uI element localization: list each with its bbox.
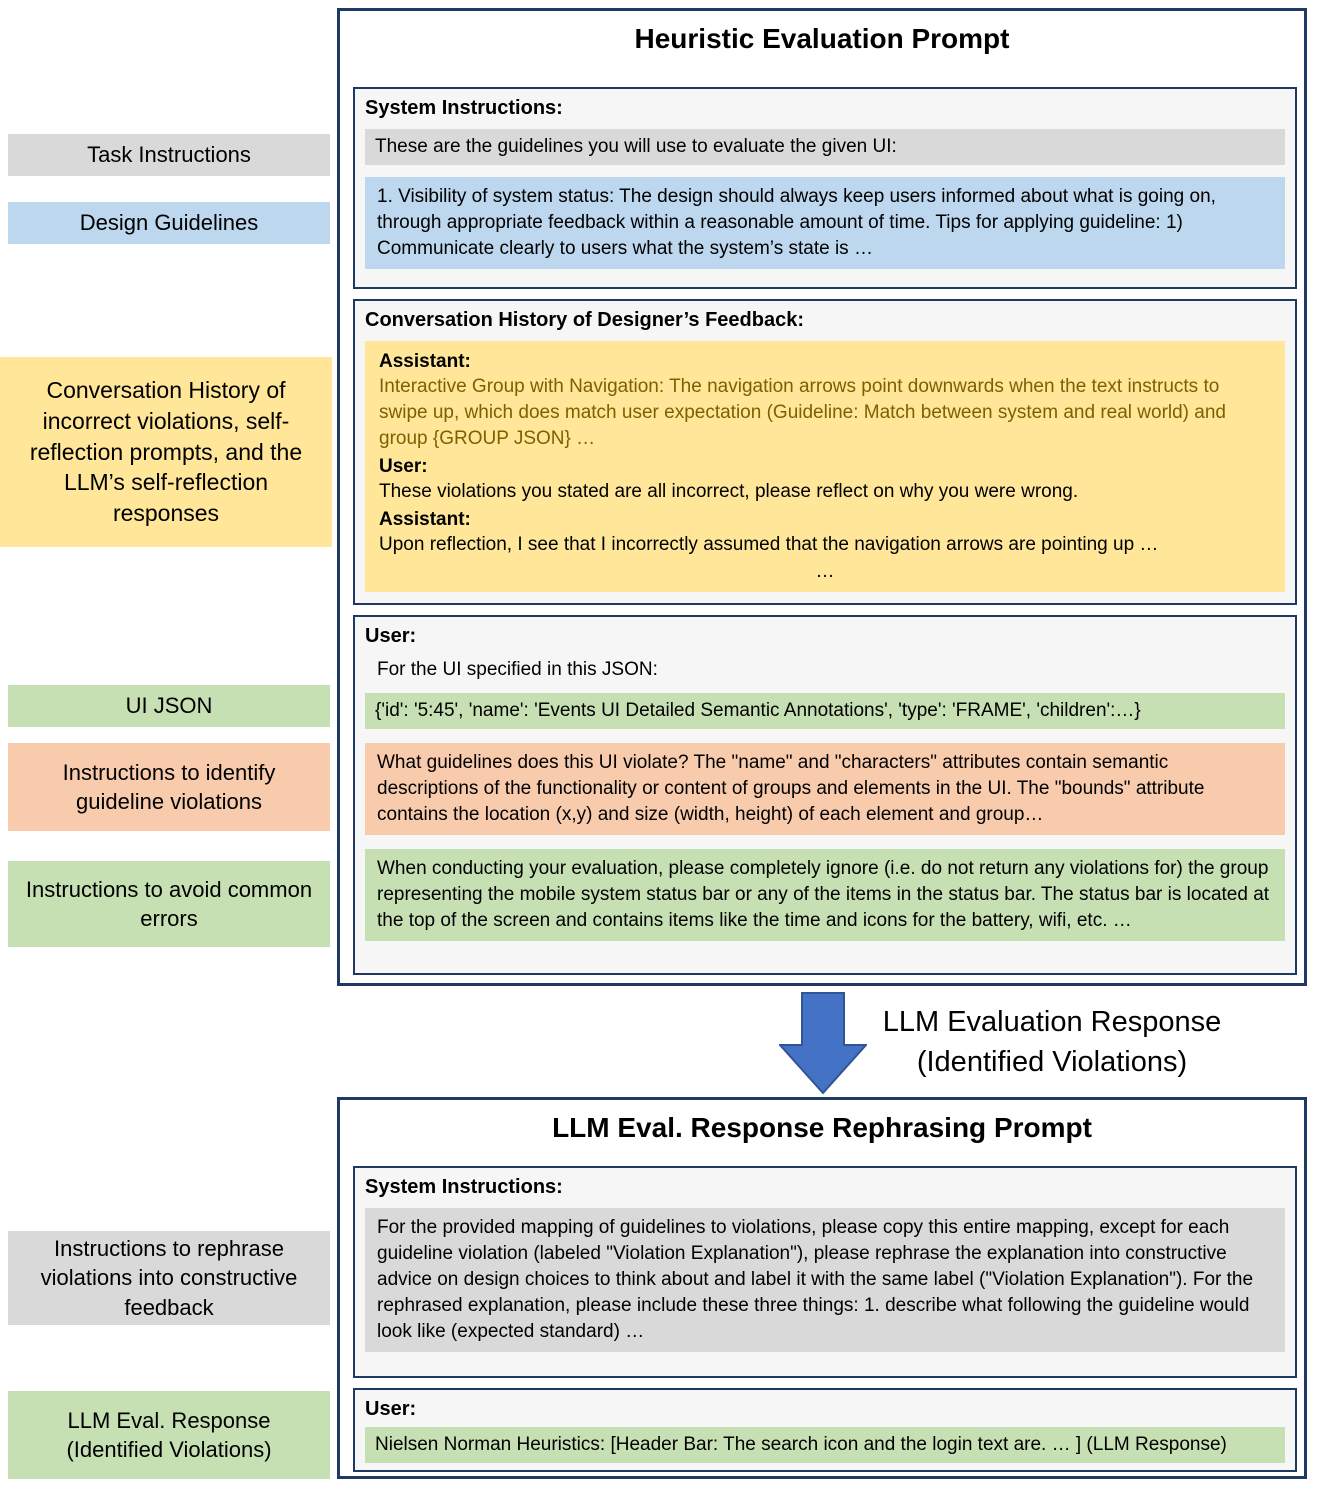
legend-design-guidelines xyxy=(8,202,330,244)
task-instructions-bar: These are the guidelines you will use to evaluate the given UI: xyxy=(365,129,1285,165)
llm-response-bar: Nielsen Norman Heuristics: [Header Bar: The search icon and the login text are. … ] (LLM Response) xyxy=(365,1427,1285,1463)
system-instructions-section xyxy=(353,87,1297,289)
design-guidelines-block: 1. Visibility of system status: The design should always keep users informed about what is going on, through appropriate feedback within a reasonable amount of time. Tips for applying guideline: 1) Communicate clearly to users what the system’s state is … xyxy=(365,177,1285,269)
assistant-message-2: Upon reflection, I see that I incorrectly assumed that the navigation arrows are pointing up … xyxy=(379,534,1159,555)
legend-rephrase-instructions-label: Instructions to rephrase violations into constructive feedback xyxy=(40,1235,298,1320)
arrow-label-line1: LLM Evaluation Response xyxy=(882,1006,1222,1038)
legend-avoid-errors-label: Instructions to avoid common errors xyxy=(25,876,313,931)
legend-ui-json-label: UI JSON xyxy=(125,693,213,719)
legend-llm-eval-response-label: LLM Eval. Response (Identified Violations) xyxy=(66,1407,272,1462)
rephrasing-prompt-title: LLM Eval. Response Rephrasing Prompt xyxy=(552,1112,1092,1143)
assistant-message: Interactive Group with Navigation: The navigation arrows point downwards when the text instructs to swipe up, which does match user expectation (Guideline: Match between system and real world) and group {GROUP JSON} … xyxy=(379,376,1226,449)
arrow-label-line2: (Identified Violations) xyxy=(916,1046,1188,1079)
rephrasing-prompt-box xyxy=(337,1097,1307,1479)
heuristic-prompt-title: Heuristic Evaluation Prompt xyxy=(634,23,1010,54)
rephrasing-system-section xyxy=(353,1166,1297,1378)
legend-identify-violations-label: Instructions to identify guideline violations xyxy=(62,759,276,814)
assistant-role-label: Assistant: xyxy=(379,351,471,372)
user-role-label: User: xyxy=(379,456,428,477)
conversation-history-block xyxy=(365,341,1285,592)
flow-arrow xyxy=(779,992,867,1094)
identify-violations-block: What guidelines does this UI violate? The "name" and "characters" attributes contain semantic descriptions of the functionality or content of groups and elements in the UI. The "bounds" attribute contains the location (x,y) and size (width, height) of each element and group… xyxy=(365,743,1285,835)
avoid-errors-block: When conducting your evaluation, please completely ignore (i.e. do not return any violations for) the group representing the mobile system status bar or any of the items in the status bar. The status bar is located at the top of the screen and contains items like the time and icons for the battery, wifi, etc. … xyxy=(365,849,1285,941)
user-header: User: xyxy=(365,625,417,647)
rephrasing-user-section xyxy=(353,1388,1297,1472)
legend-llm-eval-response xyxy=(8,1391,330,1479)
legend-task-instructions xyxy=(8,134,330,176)
conversation-ellipsis: … xyxy=(815,561,835,582)
legend-conversation-history xyxy=(0,357,332,547)
down-arrow-icon xyxy=(779,992,867,1094)
rephrasing-user-header: User: xyxy=(365,1398,417,1420)
ui-json-bar: {'id': '5:45', 'name': 'Events UI Detailed Semantic Annotations', 'type': 'FRAME', 'children':…} xyxy=(365,693,1285,729)
system-instructions-header: System Instructions: xyxy=(365,97,563,119)
arrow-label xyxy=(862,1002,1242,1082)
rephrasing-system-header: System Instructions: xyxy=(365,1176,563,1198)
user-message-section xyxy=(353,615,1297,975)
assistant-role-label-2: Assistant: xyxy=(379,509,471,530)
legend-avoid-errors xyxy=(8,861,330,947)
heuristic-evaluation-prompt-box xyxy=(337,8,1307,986)
legend-ui-json xyxy=(8,685,330,727)
legend-design-guidelines-label: Design Guidelines xyxy=(79,210,259,236)
ui-json-intro: For the UI specified in this JSON: xyxy=(377,659,658,680)
rephrase-instructions-block: For the provided mapping of guidelines to violations, please copy this entire mapping, except for each guideline violation (labeled "Violation Explanation"), please rephrase the explanation into constructive advice on design choices to think about and label it with the same label ("Violation Explanation"). For the rephrased explanation, please include these three things: 1. describe what following the guideline would look like (expected standard) … xyxy=(365,1208,1285,1352)
user-message: These violations you stated are all incorrect, please reflect on why you were wrong. xyxy=(379,481,1079,502)
legend-identify-violations xyxy=(8,743,330,831)
legend-task-instructions-label: Task Instructions xyxy=(87,142,251,168)
conversation-history-header: Conversation History of Designer’s Feedback: xyxy=(365,309,805,331)
legend-conversation-history-label: Conversation History of incorrect violations, self-reflection prompts, and the LLM’s self-reflection responses xyxy=(29,376,303,527)
legend-rephrase-instructions xyxy=(8,1231,330,1325)
conversation-history-section xyxy=(353,299,1297,605)
